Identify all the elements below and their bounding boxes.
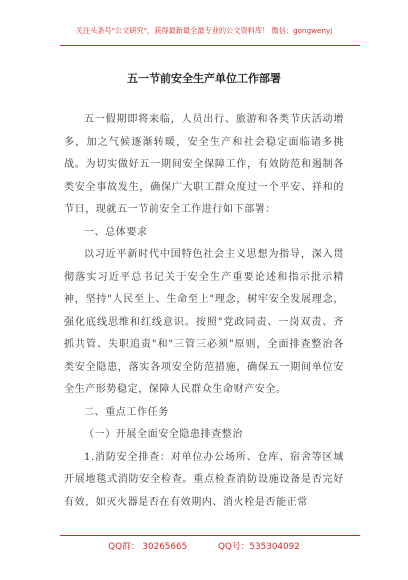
document-title: 五一节前安全生产单位工作部署: [127, 72, 281, 85]
footer-contact: [0, 539, 408, 552]
document-body: [64, 109, 344, 514]
general-requirements-paragraph: 以习近平新时代中国特色社会主义思想为指导，深入贯彻落实习近平总书记关于安全生产重要论述和指示批示精神，坚持"人民至上、生命至上"理念，树牢安全发展理念，强化底线思维和红线意识。按照"党政同责、一岗双责、齐抓共管、失职追责"和"三管三必须"原则，全面排查整治各类安全隐患，落实各项安全防范措施，确保五一期间单位安全生产形势稳定，保障人民群众生命财产安全。: [64, 249, 344, 395]
qq-group-number: QQ群： 30265665: [108, 542, 188, 552]
footer-divider: [60, 535, 360, 536]
qq-account-number: QQ号：535304092: [217, 542, 300, 552]
subsection-heading-inspection: （一）开展全面安全隐患排查整治: [84, 429, 243, 440]
intro-paragraph: 五一假期即将来临，人员出行、旅游和各类节庆活动增多，加之气候逐渐转暖，安全生产和社会稳定面临诸多挑战。为切实做好五一期间安全保障工作，有效防范和遏制各类安全事故发生，确保广大职工群众度过一个平安、祥和的节日，现就五一节前安全工作进行如下部署：: [64, 114, 344, 215]
section-heading-general: 一、总体要求: [84, 226, 148, 238]
header-divider: [60, 45, 360, 46]
promo-banner: 关注头条号"公文研究"，获得最新最全最专业的公文资料库！ 微信：gongwenyj: [75, 26, 333, 35]
fire-safety-paragraph: 1.消防安全排查：对单位办公场所、仓库、宿舍等区域开展地毯式消防安全检查。重点检查消防设施设备是否完好有效，如灭火器是否在有效期内、消火栓是否能正常: [64, 451, 344, 508]
section-heading-key-tasks: 二、重点工作任务: [84, 406, 169, 418]
